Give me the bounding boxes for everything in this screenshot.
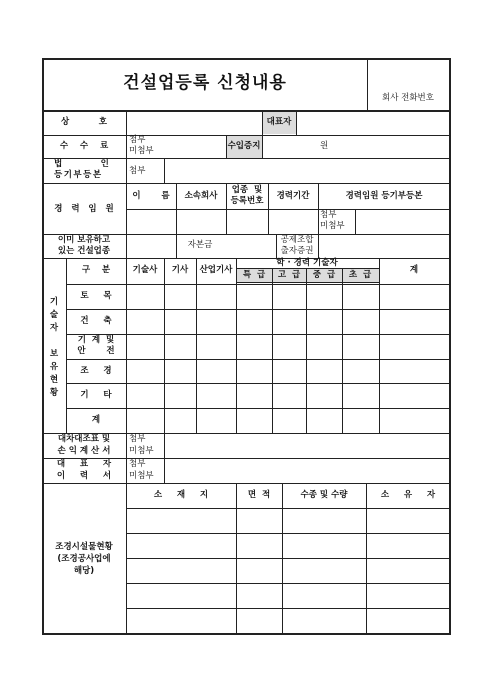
tech-side-label-3: 자 xyxy=(49,323,59,333)
tech-col-industrial: 산업기사 xyxy=(199,265,233,275)
rep-not-attach-option[interactable]: 미첨부 xyxy=(129,471,154,481)
fee-attach-option[interactable]: 첨부 xyxy=(129,135,146,145)
exec-company-header: 소속회사 xyxy=(184,191,218,201)
tech-row-other: 기 타 xyxy=(80,390,112,400)
tech-col-technician: 기사 xyxy=(171,265,189,275)
company-phone-label: 회사 전화번호 xyxy=(382,93,434,103)
tech-row-landscape: 조 경 xyxy=(80,366,112,376)
tech-side-label-5: 보 xyxy=(49,349,59,359)
tech-row-total: 계 xyxy=(91,415,101,425)
landscape-status-label-2: (조경공사업에 xyxy=(57,554,111,564)
fin-attach-option[interactable]: 첨부 xyxy=(129,434,146,444)
tech-col-engineer: 기술사 xyxy=(132,265,158,275)
tech-side-label-1: 기 xyxy=(49,297,59,307)
tech-row-civil: 토 목 xyxy=(80,291,112,301)
representative-label: 대표자 xyxy=(266,117,292,127)
exec-name-header: 이 름 xyxy=(132,191,170,201)
corp-reg-label-1: 법 인 xyxy=(54,159,109,169)
revenue-stamp-label: 수입증지 xyxy=(227,141,261,151)
corp-reg-label-2: 등기부등본 xyxy=(54,170,103,180)
tech-grade-advanced: 고 급 xyxy=(277,270,301,280)
tech-side-label-8: 황 xyxy=(49,388,59,398)
rep-attach-option[interactable]: 첨부 xyxy=(129,459,146,469)
corp-reg-attach-option[interactable]: 첨부 xyxy=(129,166,146,176)
guarantee-label-1: 공제조합 xyxy=(280,235,314,245)
landscape-status-label-1: 조경시설물현황 xyxy=(55,542,113,552)
landscape-status-label-3: 해당) xyxy=(73,566,95,576)
executive-label: 경 력 임 원 xyxy=(54,204,114,214)
exec-period-header: 경력기간 xyxy=(276,191,310,201)
financial-statement-label-2: 손 익 계 산 서 xyxy=(57,446,111,456)
landscape-species-header: 수종 및 수량 xyxy=(300,490,348,500)
tech-total-header: 계 xyxy=(409,265,419,275)
trade-name-label: 상 호 xyxy=(60,117,108,127)
exec-trade-header-1: 업종 및 xyxy=(231,185,263,195)
landscape-area-header: 면 적 xyxy=(247,490,271,500)
guarantee-label-2: 출자증권 xyxy=(280,246,314,256)
tech-row-mech-2: 안 전 xyxy=(77,346,115,356)
tech-grade-beginner: 초 급 xyxy=(348,270,372,280)
fee-label: 수 수 료 xyxy=(59,141,109,151)
tech-grade-intermediate: 중 급 xyxy=(312,270,336,280)
capital-label: 자본금 xyxy=(187,240,213,250)
exec-trade-header-2: 등록번호 xyxy=(230,196,264,206)
rep-history-label-2: 이 력 서 xyxy=(56,471,112,481)
tech-row-architecture: 건 축 xyxy=(80,316,112,326)
tech-side-label-7: 현 xyxy=(49,375,59,385)
tech-side-label-6: 유 xyxy=(49,362,59,372)
existing-business-label-2: 있는 건설업종 xyxy=(57,246,111,256)
fin-not-attach-option[interactable]: 미첨부 xyxy=(129,446,154,456)
exec-reg-attach-option[interactable]: 첨부 xyxy=(320,210,337,220)
tech-side-label-2: 술 xyxy=(49,310,59,320)
tech-row-mech-1: 기 계 및 xyxy=(77,335,115,345)
exec-reg-header: 경력임원 등기부등본 xyxy=(345,191,423,201)
won-unit: 원 xyxy=(320,141,329,151)
tech-academic-header: 학 · 경력 기술자 xyxy=(276,258,338,268)
financial-statement-label-1: 대차대조표 및 xyxy=(57,434,111,444)
form-title: 건설업등록 신청내용 xyxy=(123,73,287,93)
tech-type-header: 구 분 xyxy=(81,265,111,275)
fee-not-attach-option[interactable]: 미첨부 xyxy=(129,146,154,156)
tech-grade-special: 특 급 xyxy=(242,270,266,280)
landscape-owner-header: 소 유 자 xyxy=(380,490,436,500)
rep-history-label-1: 대 표 자 xyxy=(56,459,112,469)
landscape-location-header: 소 재 지 xyxy=(153,490,209,500)
existing-business-label-1: 이미 보유하고 xyxy=(57,235,111,245)
exec-reg-not-attach-option[interactable]: 미첨부 xyxy=(320,221,345,231)
